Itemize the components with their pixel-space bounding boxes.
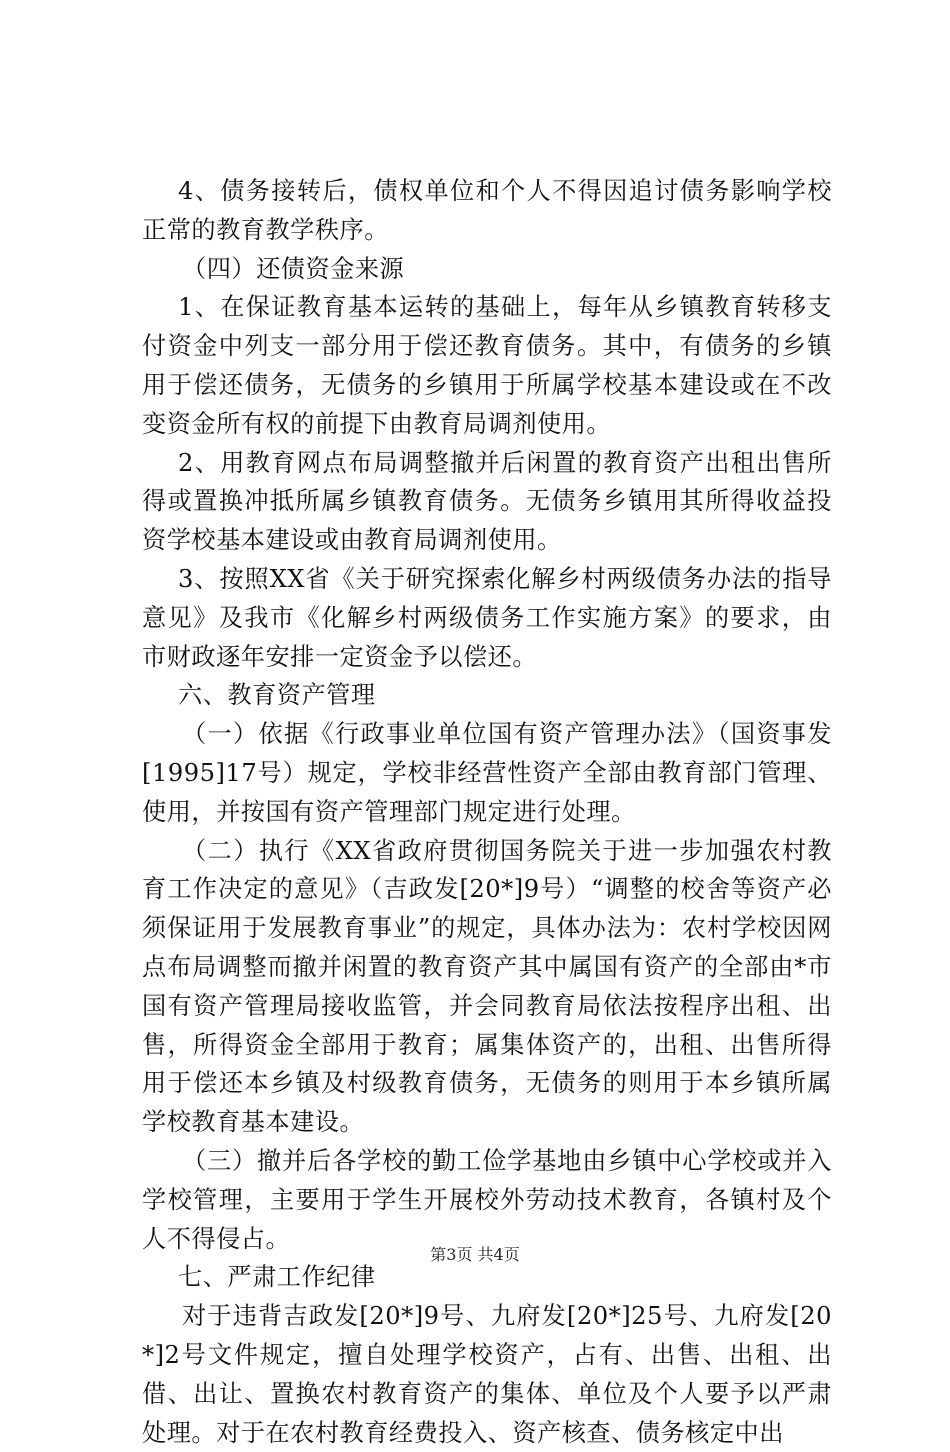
heading-repayment-funds: （四）还债资金来源: [182, 254, 405, 283]
page-footer: 第3页 共4页: [430, 1245, 520, 1264]
paragraph-asset-1: （一）依据《行政事业单位国有资产管理办法》（国资事发[1995]17号）规定，学校非经营性资产全部由教育部门管理、使用，并按国有资产管理部门规定进行处理。: [142, 720, 832, 826]
paragraph-repayment-1: 1、在保证教育基本运转的基础上，每年从乡镇教育转移支付资金中列支一部分用于偿还教育债务。其中，有债务的乡镇用于偿还债务，无债务的乡镇用于所属学校基本建设或在不改变资金所有权的前提下由教育局调剂使用。: [142, 293, 832, 438]
paragraph-asset-2: （二）执行《XX省政府贯彻国务院关于进一步加强农村教育工作决定的意见》（吉政发[20*]9号）“调整的校舍等资产必须保证用于发展教育事业”的规定，具体办法为：农村学校因网点布局调整而撤并闲置的教育资产其中属国有资产的全部由*市国有资产管理局接收监管，并会同教育局依法按程序出租、出售，所得资金全部用于教育；属集体资产的，出租、出售所得用于偿还本乡镇及村级教育债务，无债务的则用于本乡镇所属学校教育基本建设。: [142, 836, 832, 1137]
heading-section-seven: 七、严肃工作纪律: [178, 1263, 376, 1292]
paragraph-repayment-3: 3、按照XX省《关于研究探索化解乡村两级债务办法的指导意见》及我市《化解乡村两级债务工作实施方案》的要求，由市财政逐年安排一定资金予以偿还。: [142, 564, 832, 671]
heading-section-six: 六、教育资产管理: [178, 681, 376, 710]
paragraph-asset-3: （三）撤并后各学校的勤工俭学基地由乡镇中心学校或并入学校管理，主要用于学生开展校外劳动技术教育，各镇村及个人不得侵占。: [142, 1146, 832, 1253]
paragraph-debt-transfer: 4、债务接转后，债权单位和个人不得因追讨债务影响学校正常的教育教学秩序。: [142, 177, 832, 244]
paragraph-discipline: 对于违背吉政发[20*]9号、九府发[20*]25号、九府发[20*]2号文件规定，擅自处理学校资产，占有、出售、出租、出借、出让、置换农村教育资产的集体、单位及个人要予以严肃处理。对于在农村教育经费投入、资产核查、债务核定中出: [142, 1302, 832, 1447]
paragraph-repayment-2: 2、用教育网点布局调整撤并后闲置的教育资产出租出售所得或置换冲抵所属乡镇教育债务。无债务乡镇用其所得收益投资学校基本建设或由教育局调剂使用。: [142, 448, 832, 555]
